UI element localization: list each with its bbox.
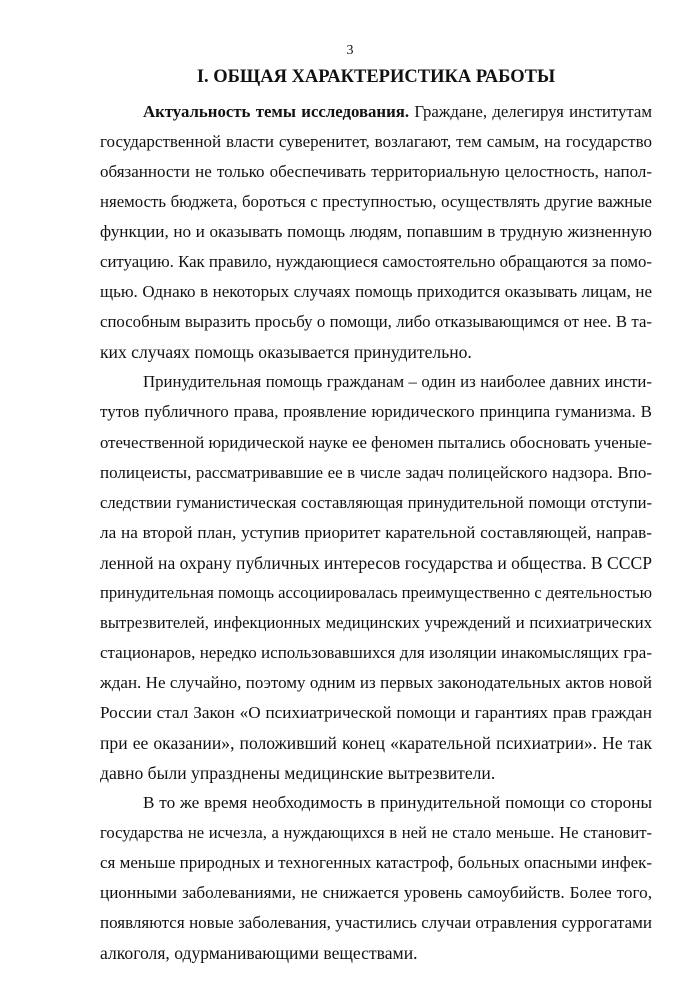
paragraph-relevance (100, 97, 652, 367)
text-line: государства не исчезла, а нуждающихся в ней не стало меньше. Не становит- (100, 823, 652, 843)
text-line: России стал Закон «О психиатрической помощи и гарантиях прав граждан (100, 702, 652, 722)
text-line: давно были упразднены медицинские вытрезвители. (100, 763, 496, 784)
text-line: ся меньше природных и техногенных катастроф, больных опасными инфек- (100, 853, 653, 873)
text-line: полицеисты, рассматривавшие ее в числе задач полицейского надзора. Впо- (100, 462, 652, 482)
text-line: В то же время необходимость в принудительной помощи со стороны (143, 793, 652, 813)
text-line: функции, но и оказывать помощь людям, попавшим в трудную жизненную (100, 222, 652, 242)
text-line: ждан. Не случайно, поэтому одним из первых законодательных актов новой (100, 672, 652, 692)
text-line: следствии гуманистическая составляющая принудительной помощи отступи- (100, 492, 652, 512)
text-line: вытрезвителей, инфекционных медицинских учреждений и психиатрических (100, 612, 652, 632)
text-line: няемость бюджета, бороться с преступностью, осуществлять другие важные (100, 192, 652, 212)
text-line: ленной на охрану публичных интересов государства и общества. В СССР (100, 552, 652, 573)
paragraph-current-need (100, 788, 652, 968)
text-line: ких случаях помощь оказывается принудительно. (100, 342, 472, 363)
text-line: Принудительная помощь гражданам – один из наиболее давних инсти- (143, 372, 652, 392)
text-line: при ее оказании», положивший конец «карательной психиатрии». Не так (100, 732, 652, 753)
paragraph-lead: Актуальность темы исследования. (143, 102, 410, 121)
paragraph-coercive-help (100, 367, 652, 788)
text-line: тутов публичного права, проявление юридического принципа гуманизма. В (100, 402, 652, 422)
text-line: Актуальность темы исследования. Граждане, делегируя институтам (143, 102, 653, 121)
section-heading: I. ОБЩАЯ ХАРАКТЕРИСТИКА РАБОТЫ (196, 67, 556, 87)
document-body (100, 97, 652, 968)
text-line: щью. Однако в некоторых случаях помощь приходится оказывать лицам, не (100, 282, 652, 302)
text-line: ла на второй план, уступив приоритет карательной составляющей, направ- (100, 522, 652, 542)
text-line: принудительная помощь ассоциировалась преимущественно с деятельностью (100, 582, 652, 602)
text-line: способным выразить просьбу о помощи, либо отказывающимся от нее. В та- (100, 312, 652, 332)
text-line: обязанности не только обеспечивать территориальную целостность, напол- (100, 162, 652, 182)
text-line: отечественной юридической науке ее феномен пытались обосновать ученые- (100, 432, 652, 452)
text-line: появляются новые заболевания, участились случаи отравления суррогатами (100, 913, 652, 933)
text-line: ситуацию. Как правило, нуждающиеся самостоятельно обращаются за помо- (100, 252, 652, 272)
text-line: стационаров, нередко использовавшихся для изоляции инакомыслящих гра- (100, 642, 652, 662)
page-number: 3 (346, 43, 354, 58)
text-line: государственной власти суверенитет, возлагают, тем самым, на государство (100, 132, 652, 152)
text-line: алкоголя, одурманивающими веществами. (100, 943, 418, 964)
text-line: ционными заболеваниями, не снижается уровень самоубийств. Более того, (100, 883, 652, 903)
